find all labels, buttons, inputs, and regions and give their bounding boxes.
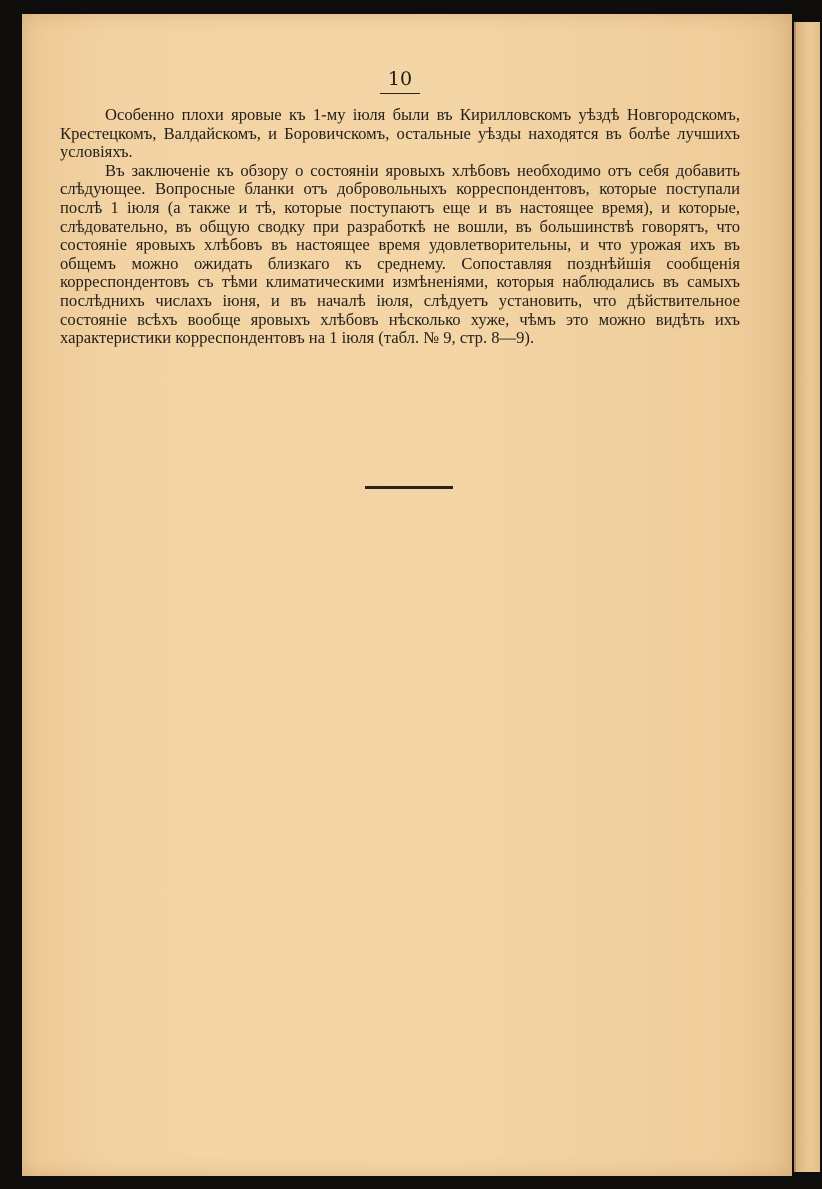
page-number: 10	[380, 68, 420, 94]
adjacent-page-edge	[794, 22, 820, 1172]
paragraph-conclusion: Въ заключеніе къ обзору о состояніи яровыхъ хлѣбовъ необходимо отъ себя добавить слѣдующее. Вопросные бланки отъ добровольныхъ корреспондентовъ, которые поступали послѣ 1 іюля (а также и тѣ, которые поступаютъ еще и въ настоящее время), и которые, слѣдовательно, въ общую сводку при разработкѣ не вошли, въ большинствѣ говорятъ, что состояніе яровыхъ хлѣбовъ въ настоящее время удовлетворительны, и что урожая ихъ въ общемъ можно ожидать близкаго къ среднему. Сопоставляя позднѣйшія сообщенія корреспондентовъ съ тѣми климатическими измѣненіями, которыя наблюдались въ самыхъ послѣднихъ числахъ іюня, и въ началѣ іюля, слѣдуетъ установить, что дѣйствительное состояніе всѣхъ вообще яровыхъ хлѣбовъ нѣсколько хуже, чѣмъ это можно видѣть ихъ характеристики корреспондентовъ на 1 іюля (табл. № 9, стр. 8—9).	[60, 160, 740, 348]
paragraph-spring-crops: Особенно плохи яровые къ 1-му іюля были въ Кирилловскомъ уѣздѣ Новгородскомъ, Крестецкомъ, Валдайскомъ, и Боровичскомъ, остальные уѣзды находятся въ болѣе лучшихъ условіяхъ.	[60, 105, 740, 162]
body-text	[60, 106, 740, 348]
section-end-rule	[365, 486, 453, 489]
